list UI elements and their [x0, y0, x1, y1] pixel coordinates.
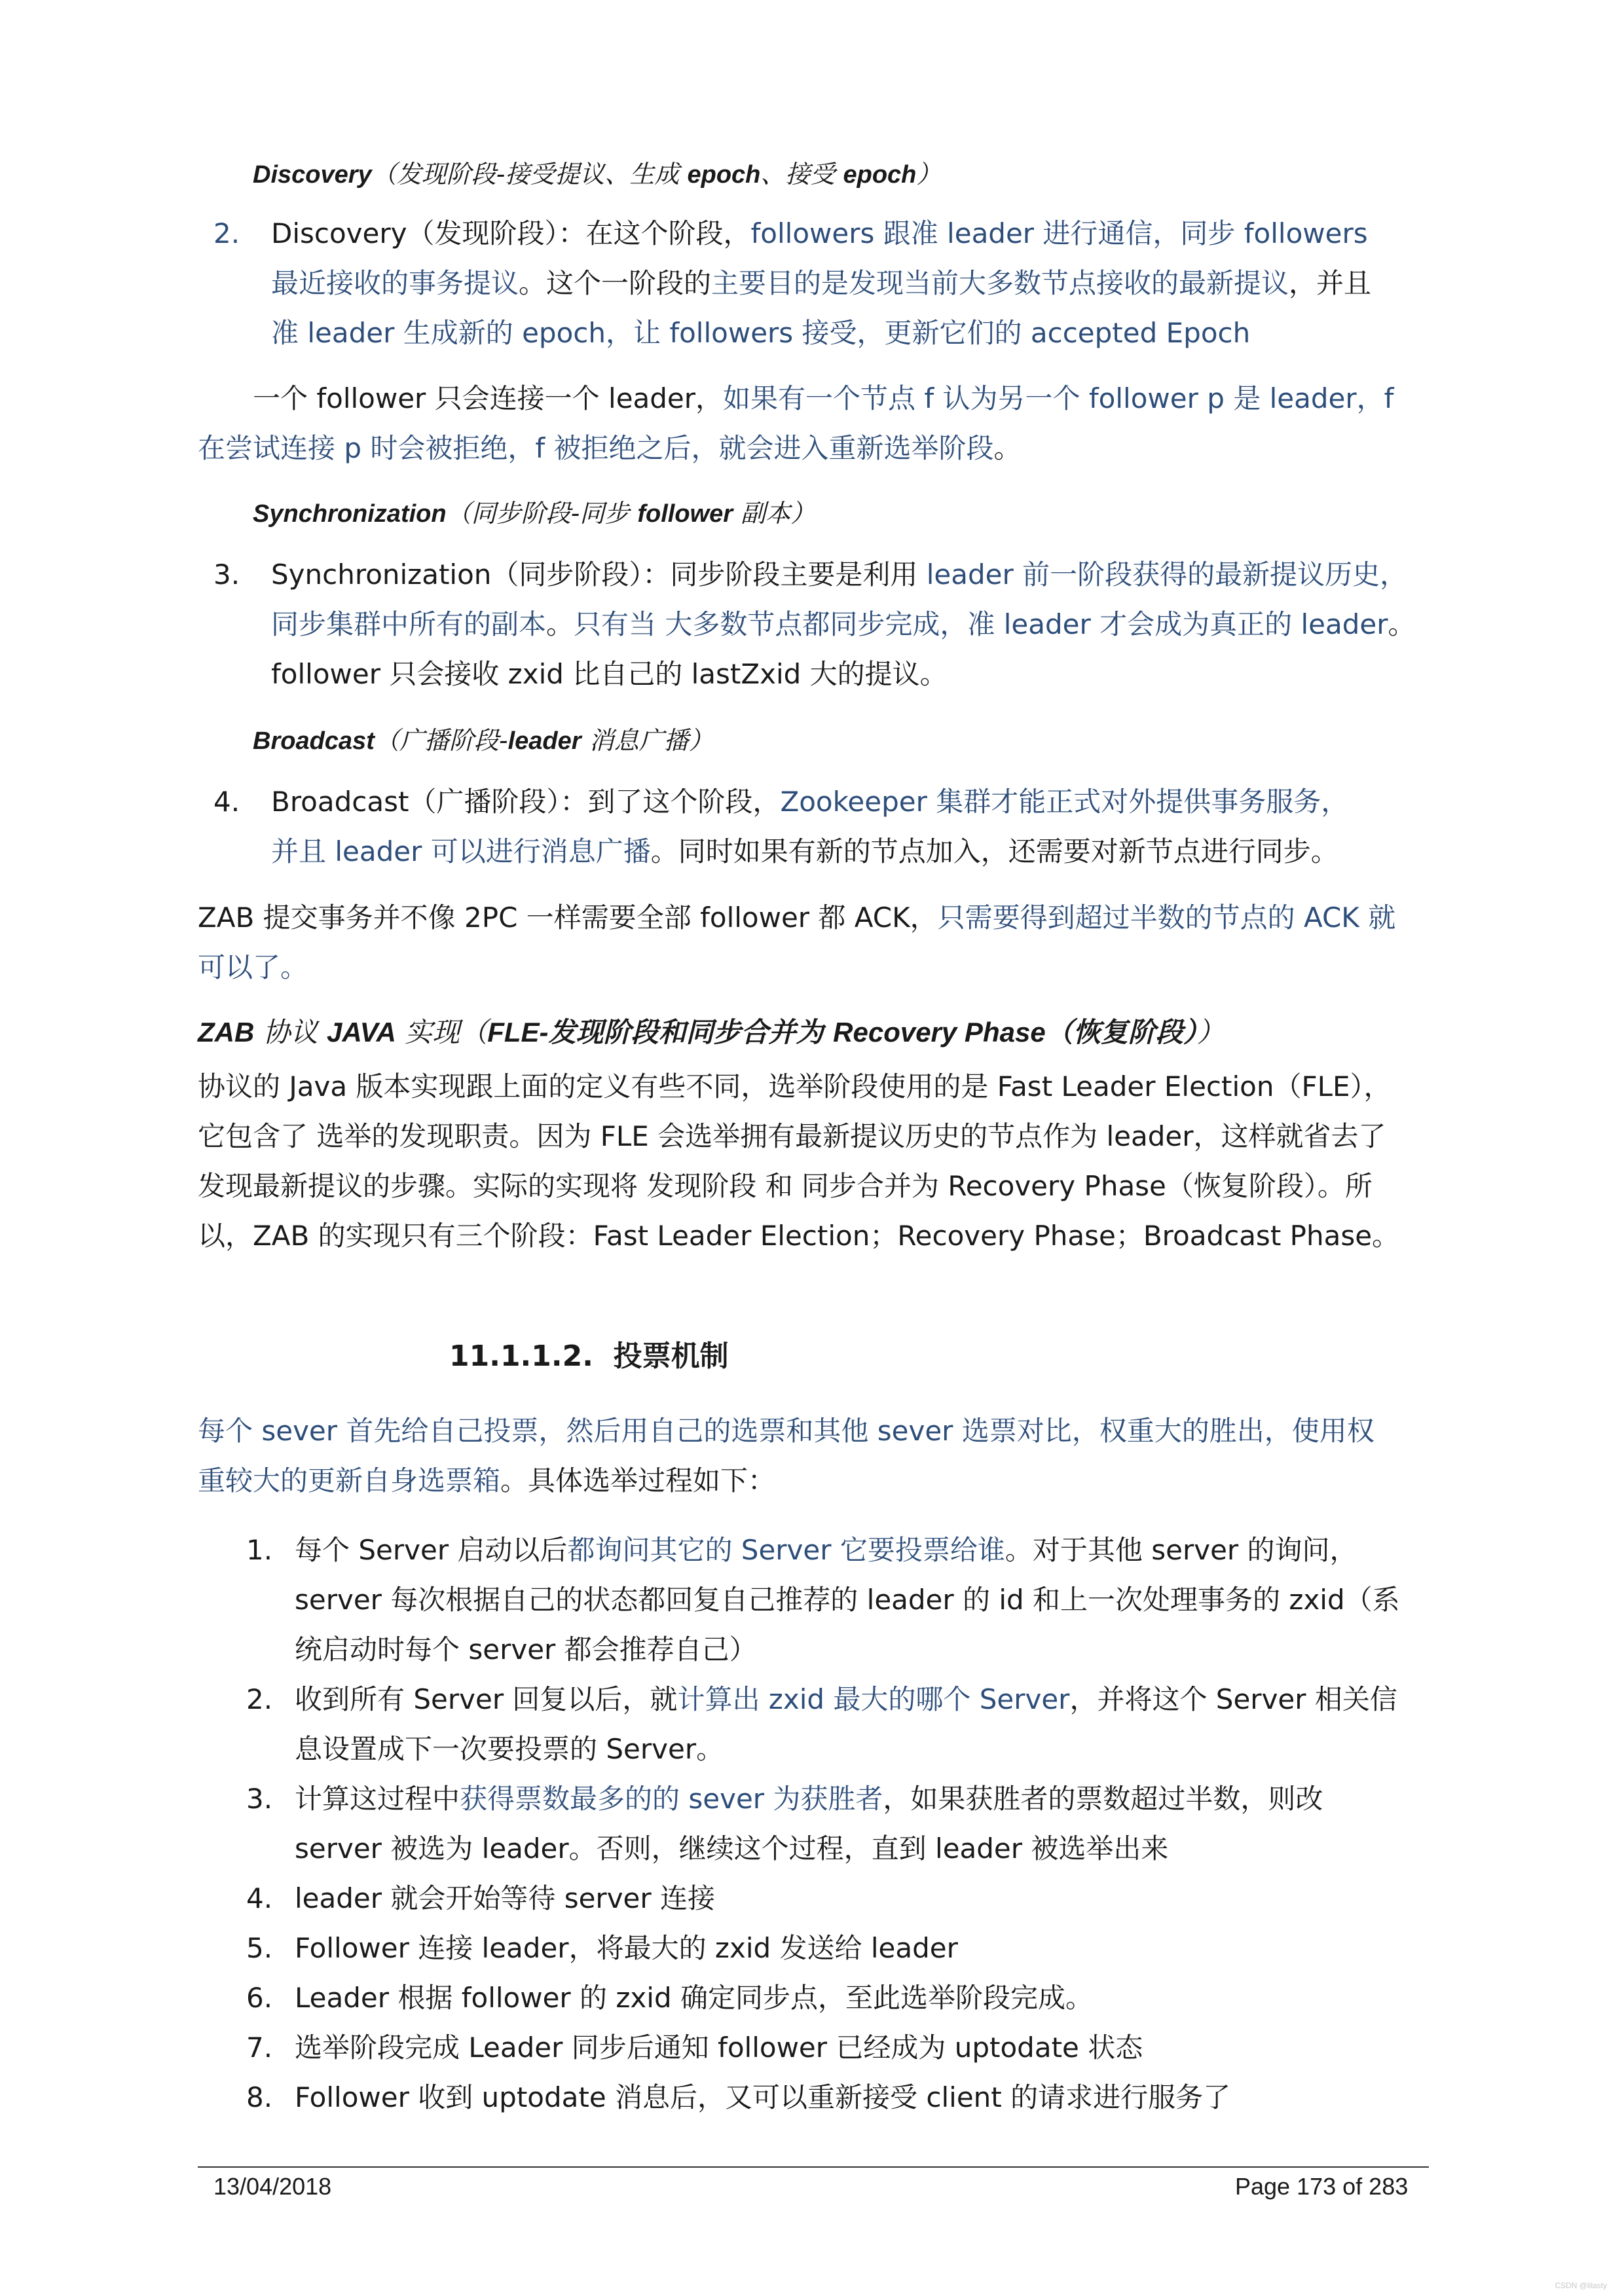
heading-text: Broadcast — [253, 727, 375, 755]
heading-text: （广播阶段- — [374, 726, 508, 755]
list-item-step: Follower 收到 uptodate 消息后，又可以重新接受 client 的请求进行服务了 — [295, 2081, 1231, 2113]
heading-text: Discovery — [253, 161, 372, 189]
footer-page-number: Page 173 of 283 — [1235, 2173, 1409, 2200]
heading-text: ZAB — [198, 1017, 255, 1048]
text: 收到所有 Server 回复以后，就 — [295, 1683, 678, 1715]
heading-text: 实现（ — [396, 1016, 488, 1048]
step-number: 1. — [246, 1534, 273, 1566]
text: server 被选为 leader。否则，继续这个过程，直到 leader 被选举出来 — [295, 1832, 1169, 1865]
text: 每个 Server 启动以后 — [295, 1534, 568, 1566]
line — [271, 777, 1437, 827]
section-heading — [449, 1332, 729, 1381]
text: server 每次根据自己的状态都回复自己推荐的 leader 的 id 和上一次处理事务的 zxid（系 — [295, 1584, 1400, 1616]
line — [295, 1774, 1434, 1824]
heading-text: 消息广播） — [581, 726, 714, 755]
heading-text: 、接受 — [760, 160, 843, 189]
line — [198, 893, 1435, 943]
paragraph-java-implementation — [198, 1062, 1435, 1261]
paragraph-zab-commit — [198, 893, 1435, 993]
step-number: 2. — [246, 1683, 273, 1715]
watermark: CSDN @lilasty — [1555, 2281, 1607, 2290]
heading-text: Synchronization — [253, 500, 447, 528]
text: 。同时如果有新的节点加入，还需要对新节点进行同步。 — [650, 835, 1338, 867]
text: Discovery（发现阶段）：在这个阶段， — [271, 217, 751, 249]
heading-text: （同步阶段-同步 — [446, 499, 638, 528]
step-number: 6. — [246, 1982, 273, 2014]
heading-text: follower — [637, 500, 733, 528]
text: 息设置成下一次要投票的 Server。 — [295, 1733, 724, 1765]
heading-text: JAVA — [327, 1017, 396, 1048]
heading-text: 副本） — [733, 499, 816, 528]
list-item-step: leader 就会开始等待 server 连接 — [295, 1882, 716, 1914]
heading-text: Recovery Phase — [833, 1017, 1046, 1048]
list-item-step: Follower 连接 leader，将最大的 zxid 发送给 leader — [295, 1932, 958, 1964]
highlight-text: 计算出 zxid 最大的哪个 Server — [677, 1683, 1070, 1715]
highlight-text: 同步集群中所有的副本 — [271, 608, 547, 640]
text: 。 — [993, 432, 1022, 464]
list-item-step — [295, 1525, 1434, 1675]
list-number: 2. — [213, 217, 240, 249]
text: 。对于其他 server 的询问， — [1005, 1534, 1357, 1566]
text: 发现最新提议的步骤。实际的实现将 发现阶段 和 同步合并为 Recovery Phase（恢复阶段）。所 — [198, 1170, 1373, 1202]
line — [271, 600, 1437, 649]
highlight-text: 准 leader 生成新的 epoch，让 followers 接受，更新它们的 accepted Epoch — [271, 317, 1251, 349]
line — [198, 424, 1435, 473]
heading-text: （发现阶段-接受提议、生成 — [371, 160, 688, 189]
text: 协议的 Java 版本实现跟上面的定义有些不同，选举阶段使用的是 Fast Leader Election（FLE）， — [198, 1070, 1392, 1102]
text: 。具体选举过程如下： — [500, 1465, 776, 1497]
line — [271, 550, 1437, 600]
list-item-step: 选举阶段完成 Leader 同步后通知 follower 已经成为 uptodate 状态 — [295, 2032, 1143, 2064]
list-item-step: Leader 根据 follower 的 zxid 确定同步点，至此选举阶段完成。 — [295, 1982, 1093, 2014]
section-number: 11.1.1.2. — [449, 1339, 593, 1373]
footer-date: 13/04/2018 — [213, 2173, 332, 2200]
text: ，并且 — [1289, 267, 1372, 299]
text: 计算这过程中 — [295, 1783, 460, 1815]
step-number: 4. — [246, 1882, 273, 1914]
highlight-text: 都询问其它的 Server 它要投票给谁 — [567, 1534, 1005, 1566]
section-title: 投票机制 — [613, 1339, 729, 1373]
highlight-text: Zookeeper 集群才能正式对外提供事务服务， — [780, 786, 1349, 818]
text: ，如果获胜者的票数超过半数，则改 — [883, 1783, 1323, 1815]
heading-text: 协议 — [254, 1016, 327, 1048]
text: 。这个一阶段的 — [519, 267, 712, 299]
paragraph-follower — [198, 374, 1435, 473]
text: 统启动时每个 server 都会推荐自己） — [295, 1633, 757, 1666]
highlight-text: 可以了。 — [198, 951, 308, 983]
footer-rule — [198, 2166, 1429, 2168]
list-item-discovery — [271, 209, 1437, 358]
line — [271, 259, 1437, 308]
highlight-text: 只需要得到超过半数的节点的 ACK 就 — [937, 902, 1396, 934]
highlight-text: 最近接收的事务提议 — [271, 267, 519, 299]
list-item-step — [295, 1774, 1434, 1874]
line — [295, 1525, 1434, 1575]
line — [198, 1456, 1435, 1506]
line — [271, 209, 1437, 259]
text: Synchronization（同步阶段）：同步阶段主要是利用 — [271, 558, 927, 591]
highlight-text: leader 前一阶段获得的最新提议历史， — [926, 558, 1408, 591]
text: 它包含了 选举的发现职责。因为 FLE 会选举拥有最新提议历史的节点作为 leader，这样就省去了 — [198, 1120, 1386, 1152]
text: 。 — [1388, 608, 1416, 640]
line — [271, 827, 1437, 877]
line — [295, 1675, 1434, 1724]
text: 以，ZAB 的实现只有三个阶段：Fast Leader Election；Recovery Phase；Broadcast Phase。 — [198, 1220, 1400, 1252]
heading-text: leader — [507, 727, 581, 755]
heading-text: epoch — [843, 161, 917, 189]
heading-synchronization — [253, 495, 815, 532]
heading-zab-java — [198, 1014, 1225, 1051]
heading-broadcast — [253, 722, 714, 759]
list-item-step — [295, 1675, 1434, 1774]
step-number: 7. — [246, 2032, 273, 2064]
heading-discovery — [253, 156, 941, 193]
list-number: 3. — [213, 558, 240, 591]
highlight-text: 如果有一个节点 f 认为另一个 follower p 是 leader，f — [723, 382, 1394, 414]
highlight-text: 重较大的更新自身选票箱 — [198, 1465, 501, 1497]
text: follower 只会接收 zxid 比自己的 lastZxid 大的提议。 — [271, 658, 948, 690]
paragraph-vote — [198, 1406, 1435, 1506]
highlight-text: 并且 leader 可以进行消息广播 — [271, 835, 651, 867]
text: 一个 follower 只会连接一个 leader， — [253, 382, 724, 414]
highlight-text: 每个 sever 首先给自己投票，然后用自己的选票和其他 sever 选票对比，权重大的胜出，使用权 — [198, 1415, 1375, 1447]
list-item-broadcast — [271, 777, 1437, 877]
heading-text: ） — [1196, 1016, 1225, 1048]
text: ，并将这个 Server 相关信 — [1069, 1683, 1397, 1715]
list-number: 4. — [213, 786, 240, 818]
heading-text: epoch — [687, 161, 761, 189]
highlight-text: 在尝试连接 p 时会被拒绝，f 被拒绝之后，就会进入重新选举阶段 — [198, 432, 994, 464]
heading-text: FLE- — [487, 1017, 549, 1048]
text: 。 — [546, 608, 574, 640]
text: ZAB 提交事务并不像 2PC 一样需要全部 follower 都 ACK， — [198, 902, 938, 934]
step-number: 5. — [246, 1932, 273, 1964]
step-number: 8. — [246, 2081, 273, 2113]
step-number: 3. — [246, 1783, 273, 1815]
highlight-text: 主要目的是发现当前大多数节点接收的最新提议 — [711, 267, 1289, 299]
heading-text: ） — [916, 160, 942, 189]
highlight-text: 获得票数最多的的 sever 为获胜者 — [460, 1783, 883, 1815]
text: Broadcast（广播阶段）：到了这个阶段， — [271, 786, 781, 818]
highlight-text: followers 跟准 leader 进行通信，同步 followers — [750, 217, 1368, 249]
heading-text: （恢复阶段） — [1045, 1016, 1197, 1048]
list-item-synchronization — [271, 550, 1437, 699]
highlight-text: 只有当 大多数节点都同步完成，准 leader 才会成为真正的 leader — [574, 608, 1388, 640]
line — [198, 374, 1435, 424]
heading-text: 发现阶段和同步合并为 — [548, 1016, 834, 1048]
